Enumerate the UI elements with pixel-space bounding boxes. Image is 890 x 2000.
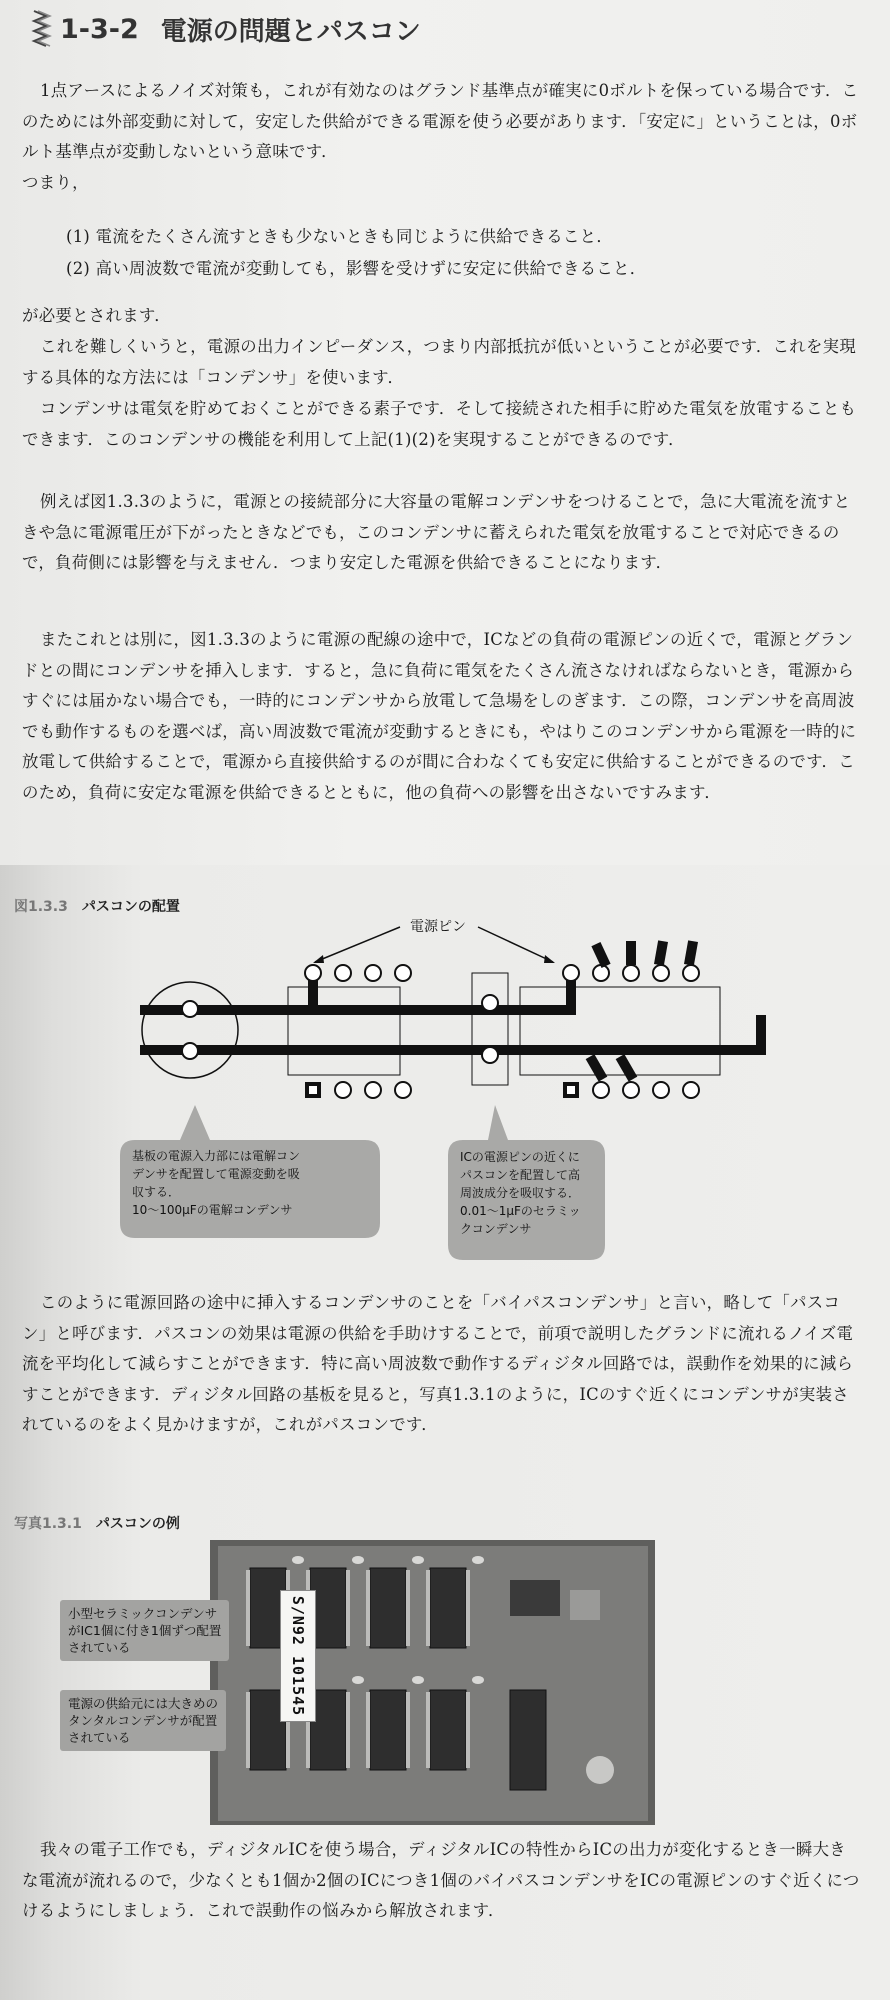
paragraph-7: このように電源回路の途中に挿入するコンデンサのことを「バイパスコンデンサ」と言い，略して「パスコン」と呼びます．パスコンの効果は電源の供給を手助けすることで，前項で説明したグランドに流れるノイズ電流を平均化して減らすことができます．特に高い周波数で動作するディジタル回路では，誤動作を効果的に減らすことができます．ディジタル回路の基板を見ると，写真1.3.1のように，ICのすぐ近くにコンデンサが実装されているのをよく見かけますが，これがパスコンです． — [22, 1293, 854, 1434]
list-item-2: (2) 高い周波数で電流が変動しても，影響を受けずに安定に供給できること． — [66, 259, 647, 278]
paragraph-8: 我々の電子工作でも，ディジタルICを使う場合，ディジタルICの特性からICの出力が変化するとき一瞬大きな電流が流れるので，少なくとも1個か2個のICにつき1個のバイパスコンデンサをICの電源ピンのすぐ近くにつけるようにしましょう．これで誤動作の悩みから解放されます． — [22, 1840, 860, 1920]
zigzag-icon — [30, 9, 52, 49]
paragraph-4: コンデンサは電気を貯めておくことができる素子です．そして接続された相手に貯めた電気を放電することもできます．このコンデンサの機能を利用して上記(1)(2)を実現することができるのです． — [22, 399, 857, 449]
callout-right — [448, 1105, 605, 1260]
photo-label-top: 小型セラミックコンデンサ がIC1個に付き1個ずつ配置 されている — [60, 1600, 229, 1661]
paragraph-1: 1点アースによるノイズ対策も，これが有効なのはグランド基準点が確実に0ボルトを保っている場合です．このためには外部変動に対して，安定した供給ができる電源を使う必要があります．「安定に」ということは，0ボルト基準点が変動しないという意味です． — [22, 81, 859, 161]
list-item-1: (1) 電流をたくさん流すときも少ないときも同じように供給できること． — [66, 227, 614, 246]
pin-arrow-right — [478, 927, 553, 962]
photo-caption — [14, 1513, 180, 1533]
paragraph-3: これを難しくいうと，電源の出力インピーダンス，つまり内部抵抗が低いということが必要です．これを実現する具体的な方法には「コンデンサ」を使います． — [22, 337, 857, 387]
figure-title: パスコンの配置 — [81, 899, 180, 915]
bypass-capacitor — [472, 973, 508, 1085]
callout-left-text: 基板の電源入力部には電解コン デンサを配置して電源変動を吸 収する． 10〜100μFの電解コンデンサ — [132, 1149, 301, 1217]
callout-right-text: ICの電源ピンの近くに パスコンを配置して高 周波成分を吸収する． 0.01〜1μFのセラミッ クコンデンサ — [460, 1150, 581, 1236]
paragraph-6: またこれとは別に，図1.3.3のように電源の配線の途中で，ICなどの負荷の電源ピンの近くで，電源とグランドとの間にコンデンサを挿入します．すると，急に負荷に電気をたくさん流さなければならないとき，電源からすぐには届かない場合でも，一時的にコンデンサから放電して急場をしのぎます．この際，コンデンサを高周波でも動作するものを選べば，高い周波数で電流が変動するときにも，やはりこのコンデンサから電源を一時的に放電して供給することで，電源から直接供給するのが間に合わなくても安定に供給することができるのです．このため，負荷に安定な電源を供給できるとともに，他の負荷への影響を出さないですみます． — [22, 630, 857, 802]
power-pin-left — [305, 965, 321, 981]
pin-label: 電源ピン — [410, 919, 466, 935]
pin-arrow-left — [315, 927, 400, 962]
arrowhead-left — [313, 955, 324, 963]
paragraph-2: が必要とされます． — [22, 306, 171, 325]
power-trace — [140, 1005, 576, 1015]
paragraph-1b: つまり， — [22, 173, 89, 192]
section-title: 電源の問題とパスコン — [160, 16, 421, 47]
paragraph-5: 例えば図1.3.3のように，電源との接続部分に大容量の電解コンデンサをつけることで，急に大電流を流すときや急に電源電圧が下がったときなどでも，このコンデンサに蓄えられた電気を放電することで対応できるので，負荷側には影響を与えません．つまり安定した電源を供給できることになります． — [22, 492, 851, 572]
ground-stub — [756, 1015, 766, 1053]
serial-number-sticker — [280, 1590, 316, 1722]
power-pin-right — [563, 965, 579, 981]
section-number: 1-3-2 — [60, 13, 139, 45]
serial-number: S/N92 101545 — [289, 1595, 307, 1717]
photo-label-bottom: 電源の供給元には大きめの タンタルコンデンサが配置 されている — [60, 1690, 226, 1751]
pcb-illustration — [210, 1540, 655, 1825]
section-heading — [30, 6, 421, 52]
photo-tag: 写真1.3.1 — [14, 1516, 82, 1532]
figure-tag: 図1.3.3 — [14, 899, 68, 915]
pcb-photo — [210, 1540, 655, 1825]
arrowhead-right — [544, 955, 555, 963]
photo-title: パスコンの例 — [95, 1516, 180, 1532]
bypass-capacitor-diagram — [110, 905, 870, 1265]
electrolytic-capacitor — [142, 982, 238, 1078]
ic-left-body — [288, 987, 400, 1075]
